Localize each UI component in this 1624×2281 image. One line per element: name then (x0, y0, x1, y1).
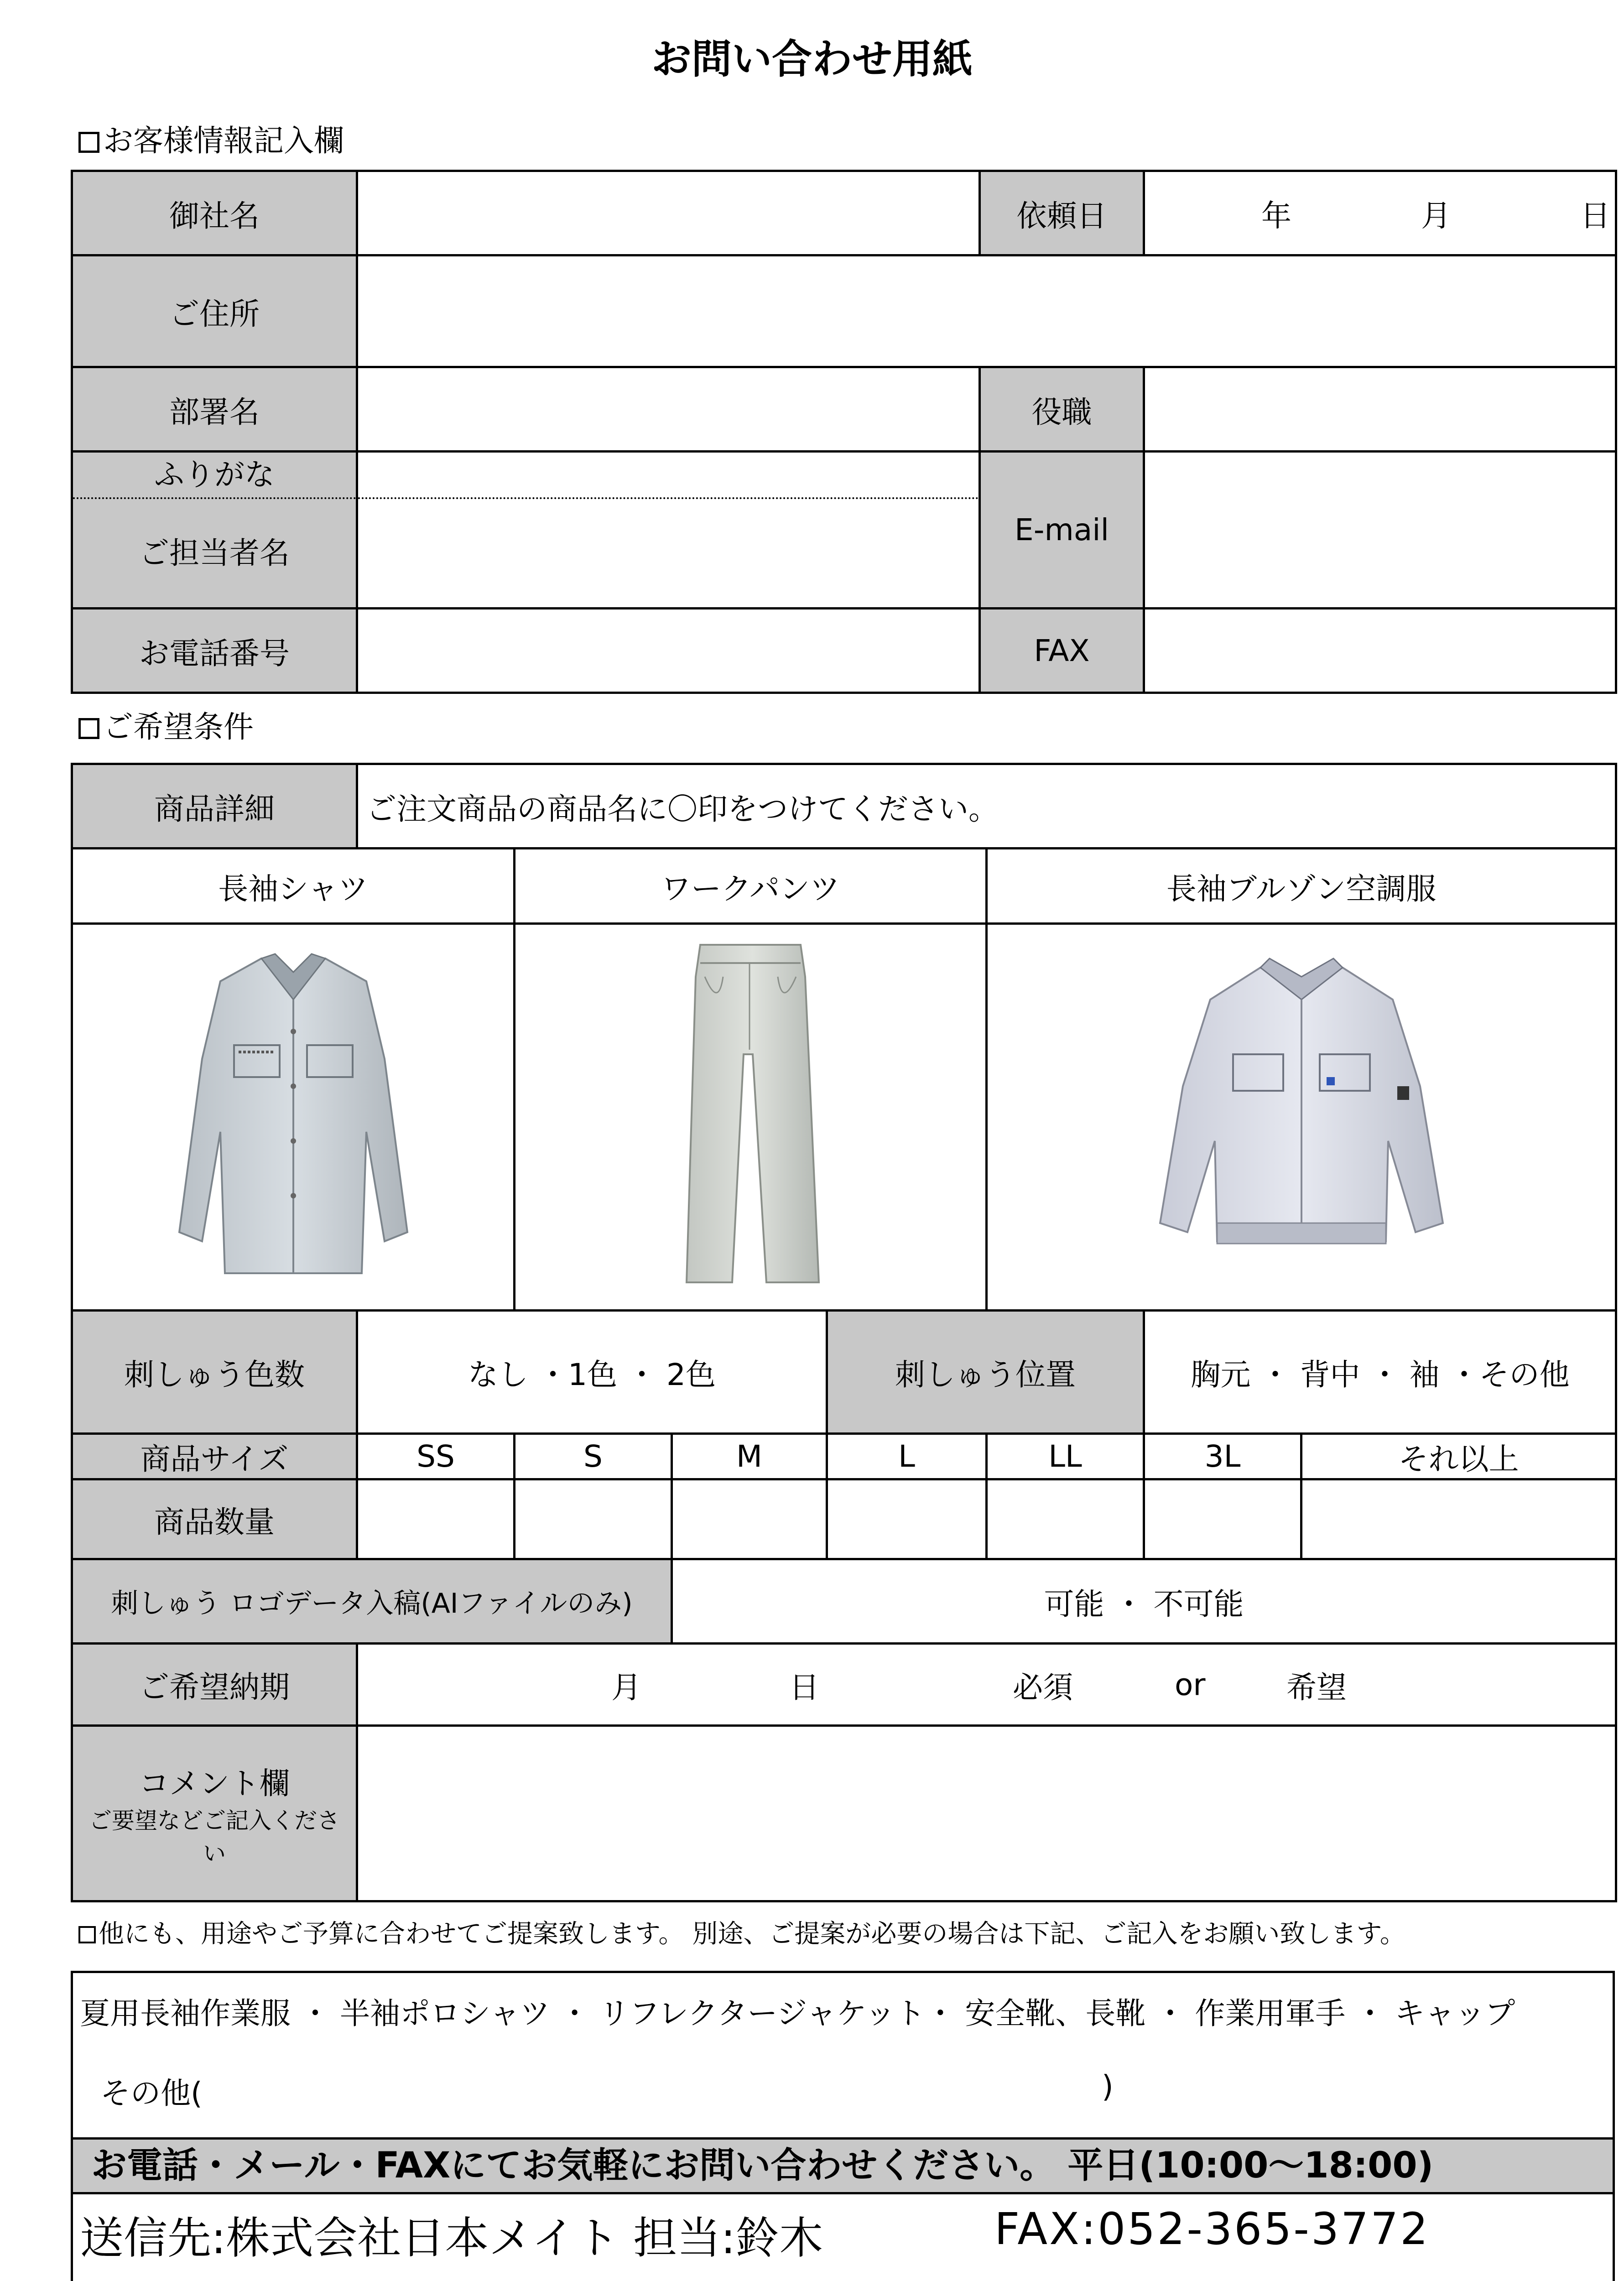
size-larger: それ以上 (1301, 1434, 1616, 1479)
email-label: E-mail (980, 452, 1144, 609)
product-name-jacket[interactable]: 長袖ブルゾン空調服 (987, 849, 1616, 924)
quantity-ss-field[interactable] (357, 1479, 515, 1559)
section-label-text: ご希望条件 (103, 709, 254, 745)
address-label: ご住所 (72, 255, 357, 367)
department-field[interactable] (357, 367, 980, 452)
embroidery-position-options[interactable]: 胸元 ・ 背中 ・ 袖 ・その他 (1144, 1311, 1616, 1434)
send-to-fax: FAX:052-365-3772 (994, 2203, 1430, 2255)
delivery-label: ご希望納期 (72, 1644, 357, 1726)
logo-data-options[interactable]: 可能 ・ 不可能 (672, 1559, 1616, 1644)
extra-items-box (71, 1971, 1615, 2137)
request-date-field[interactable] (1144, 171, 1616, 255)
work-pants-icon (668, 936, 833, 1292)
request-date-label: 依頼日 (980, 171, 1144, 255)
company-label: 御社名 (72, 171, 357, 255)
size-ss: SS (357, 1434, 515, 1479)
section-label-text: お客様情報記入欄 (103, 123, 344, 158)
department-label: 部署名 (72, 367, 357, 452)
contact-person-label-cell (72, 452, 357, 609)
size-l: L (827, 1434, 987, 1479)
long-sleeve-jacket-icon (1156, 949, 1447, 1278)
size-label: 商品サイズ (72, 1434, 357, 1479)
delivery-or-text: or (1175, 1667, 1206, 1702)
extra-other-close: ) (1102, 2069, 1114, 2104)
embroidery-colors-label: 刺しゅう色数 (72, 1311, 357, 1434)
logo-data-label: 刺しゅう ロゴデータ入稿(AIファイルのみ) (72, 1559, 672, 1644)
comment-label: コメント欄 (139, 1765, 290, 1801)
product-name-pants[interactable]: ワークパンツ (515, 849, 987, 924)
checkbox-square-icon (78, 1926, 96, 1943)
section-conditions-label (78, 703, 254, 746)
long-sleeve-shirt-icon (170, 940, 416, 1287)
quantity-larger-field[interactable] (1301, 1479, 1616, 1559)
size-ll: LL (987, 1434, 1144, 1479)
quantity-s-field[interactable] (515, 1479, 672, 1559)
comment-field[interactable] (357, 1726, 1616, 1901)
extra-other-field[interactable] (176, 2105, 1145, 2107)
quantity-m-field[interactable] (672, 1479, 827, 1559)
delivery-required-option[interactable]: 必須 (1013, 1670, 1073, 1705)
embroidery-position-label: 刺しゅう位置 (827, 1311, 1144, 1434)
size-3l: 3L (1144, 1434, 1301, 1479)
delivery-day-unit: 日 (789, 1670, 819, 1705)
quantity-3l-field[interactable] (1144, 1479, 1301, 1559)
fax-label: FAX (980, 609, 1144, 693)
delivery-desired-option[interactable]: 希望 (1286, 1670, 1347, 1705)
send-to-company: 送信先:株式会社日本メイト 担当:鈴木 (80, 2213, 823, 2264)
position-label: 役職 (980, 367, 1144, 452)
position-field[interactable] (1144, 367, 1616, 452)
extra-items-list[interactable]: 夏用長袖作業服 ・ 半袖ポロシャツ ・ リフレクタージャケット・ 安全靴、長靴 ・ 作業用軍手 ・ キャップ (80, 1996, 1515, 2031)
checkbox-square-icon (78, 718, 99, 739)
contact-person-field[interactable] (358, 499, 979, 607)
product-image-shirt (72, 924, 515, 1311)
contact-person-label: ご担当者名 (139, 536, 290, 571)
product-detail-label: 商品詳細 (72, 764, 357, 849)
customer-info-table (71, 170, 1617, 694)
size-s: S (515, 1434, 672, 1479)
email-field[interactable] (1144, 452, 1616, 609)
quantity-l-field[interactable] (827, 1479, 987, 1559)
contact-banner: お電話・メール・FAXにてお気軽にお問い合わせください。 平日(10:00〜18:00) (71, 2137, 1615, 2194)
proposal-note (78, 1914, 1405, 1950)
date-year-unit: 年 (1261, 198, 1291, 234)
company-field[interactable] (357, 171, 980, 255)
contact-person-field-cell (357, 452, 980, 609)
page-title: お問い合わせ用紙 (651, 36, 973, 83)
phone-label: お電話番号 (72, 609, 357, 693)
embroidery-colors-options[interactable]: なし ・1色 ・ 2色 (357, 1311, 827, 1434)
product-name-shirt[interactable]: 長袖シャツ (72, 849, 515, 924)
furigana-field[interactable] (358, 453, 979, 499)
furigana-label: ふりがな (73, 453, 356, 499)
comment-label-cell (72, 1726, 357, 1901)
date-month-unit: 月 (1421, 198, 1451, 234)
phone-field[interactable] (357, 609, 980, 693)
quantity-ll-field[interactable] (987, 1479, 1144, 1559)
delivery-month-unit: 月 (611, 1670, 641, 1705)
checkbox-square-icon (78, 132, 99, 153)
quantity-label: 商品数量 (72, 1479, 357, 1559)
product-instruction: ご注文商品の商品名に〇印をつけてください。 (357, 764, 1616, 849)
size-m: M (672, 1434, 827, 1479)
address-field[interactable] (357, 255, 1616, 367)
conditions-table (71, 763, 1617, 1902)
delivery-field[interactable] (357, 1644, 1616, 1726)
extra-other-open: その他( (100, 2076, 203, 2111)
comment-sublabel: ご要望などご記入ください (89, 1807, 340, 1867)
fax-field[interactable] (1144, 609, 1616, 693)
send-to-box (71, 2194, 1615, 2281)
product-image-pants (515, 924, 987, 1311)
section-customer-info-label (78, 116, 344, 160)
date-day-unit: 日 (1580, 198, 1610, 234)
proposal-note-text: 他にも、用途やご予算に合わせてご提案致します。 別途、ご提案が必要の場合は下記、ご記入をお願い致します。 (99, 1919, 1405, 1949)
product-image-jacket (987, 924, 1616, 1311)
